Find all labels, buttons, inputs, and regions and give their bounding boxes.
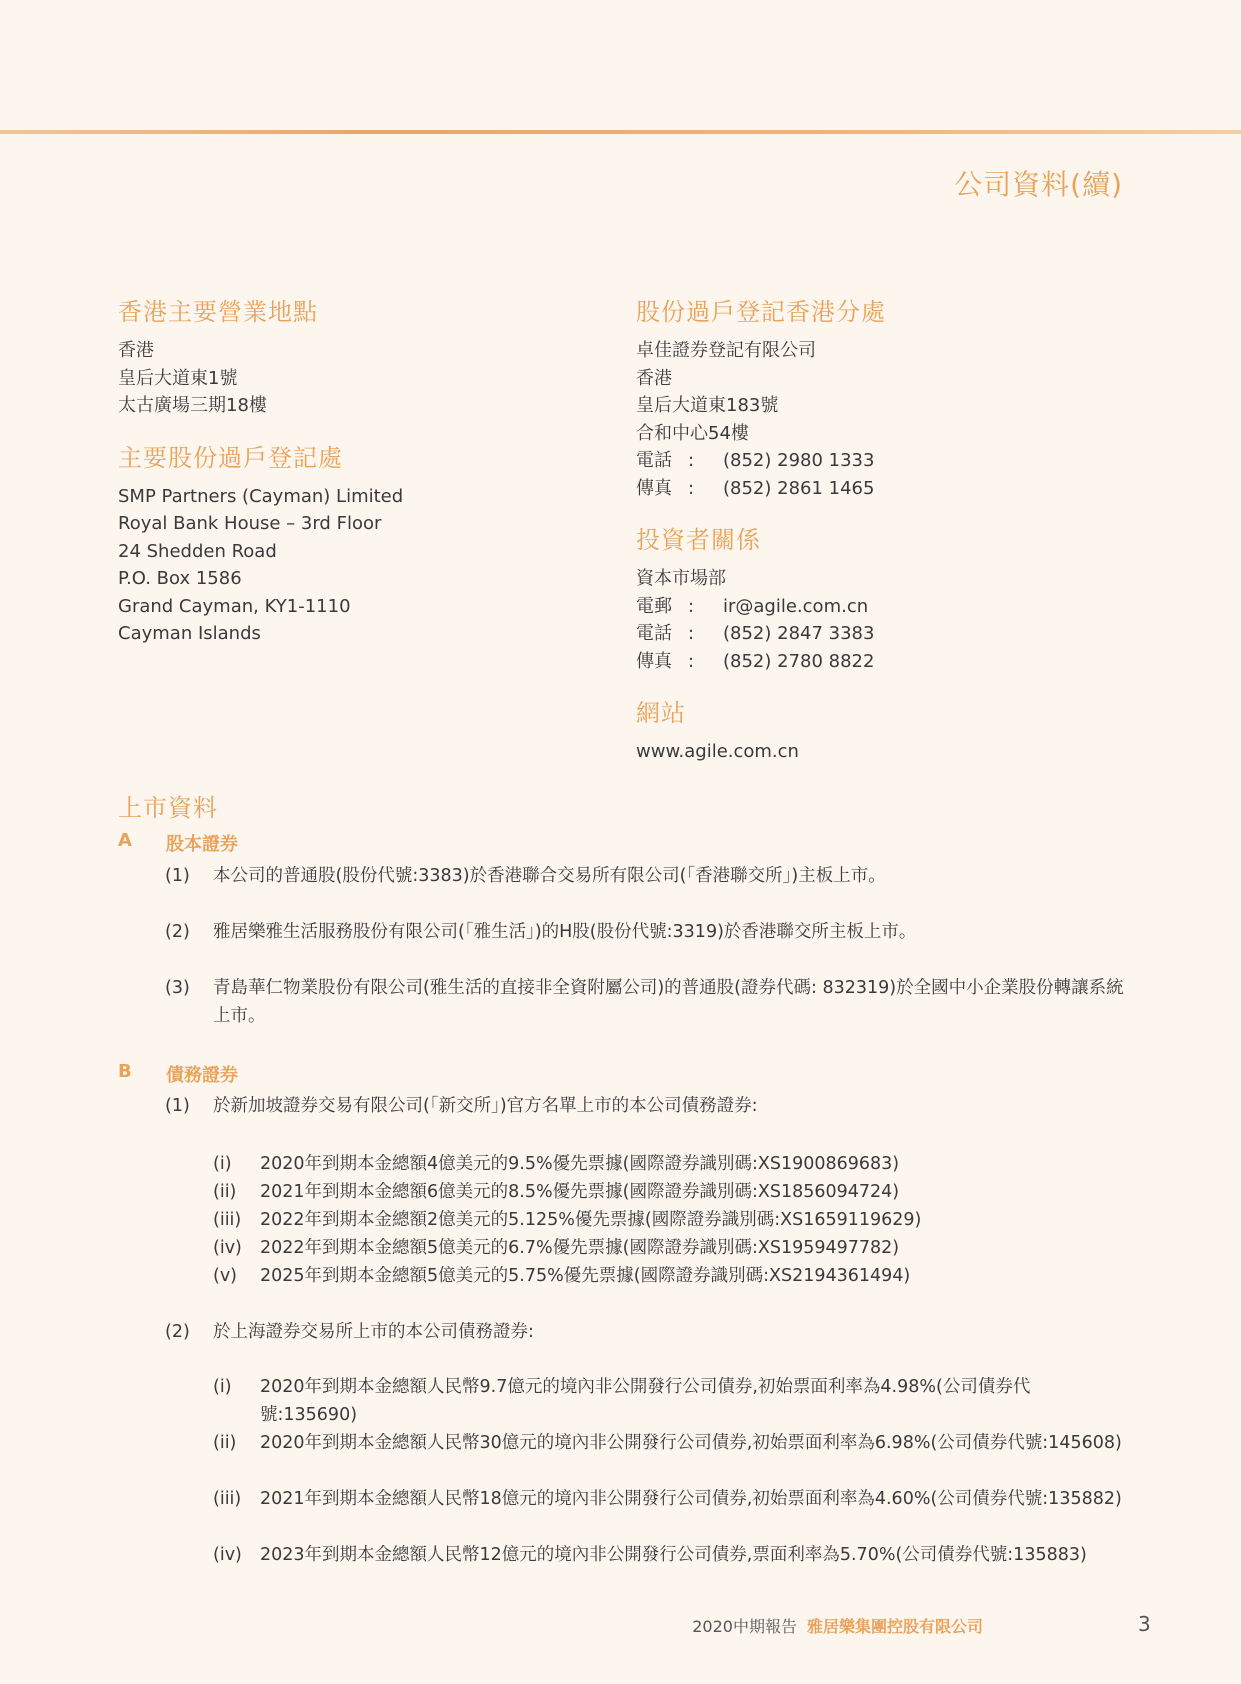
item-number: (i): [213, 1377, 232, 1397]
sub-list-item: [213, 1541, 1125, 1569]
colon: :: [688, 595, 695, 617]
address-line: 卓佳證券登記有限公司: [636, 340, 816, 361]
sub-list-item: [213, 1150, 1125, 1178]
item-text: 2022年到期本金總額2億美元的5.125%優先票據(國際證券識別碼:XS1659119629): [260, 1210, 922, 1230]
fax-label: 傳真: [636, 650, 672, 672]
registrar-fax: [636, 475, 1116, 503]
address-line: 皇后大道東1號: [118, 367, 238, 389]
sub-list-item: [213, 1262, 1125, 1290]
colon: :: [688, 623, 695, 644]
spacer: [636, 675, 1116, 693]
item-text: 2020年到期本金總額4億美元的9.5%優先票據(國際證券識別碼:XS1900869683): [260, 1154, 900, 1174]
website-heading: 網站: [636, 699, 686, 727]
section-title: 股本證券: [166, 834, 238, 855]
tel-value: (852) 2980 1333: [723, 450, 875, 471]
item-number: (ii): [213, 1433, 237, 1453]
address-line: 24 Shedden Road: [118, 540, 277, 562]
item-text: 2025年到期本金總額5億美元的5.75%優先票據(國際證券識別碼:XS2194361494): [260, 1266, 911, 1286]
item-text: 2021年到期本金總額6億美元的8.5%優先票據(國際證券識別碼:XS1856094724): [260, 1182, 900, 1202]
colon: :: [688, 477, 695, 499]
address-line: 皇后大道東183號: [636, 395, 779, 416]
email-label: 電郵: [636, 595, 672, 617]
ir-tel: [636, 620, 1116, 648]
item-text: 2023年到期本金總額人民幣12億元的境內非公開發行公司債券,票面利率為5.70%(公司債券代號:135883): [260, 1545, 1087, 1565]
tel-label: 電話: [636, 450, 672, 471]
fax-value: (852) 2780 8822: [723, 650, 875, 672]
colon: :: [688, 450, 695, 471]
address-line: 合和中心54樓: [636, 422, 749, 444]
address-line: Cayman Islands: [118, 623, 261, 644]
website-link[interactable]: www.agile.com.cn: [636, 741, 799, 762]
item-text: 雅居樂雅生活服務股份有限公司(「雅生活」)的H股(股份代號:3319)於香港聯交所主板上市。: [213, 922, 917, 942]
item-number: (2): [165, 1322, 190, 1342]
principal-place-heading: 香港主要營業地點: [118, 298, 318, 326]
sub-list-item: [213, 1234, 1125, 1262]
fax-label: 傳真: [636, 477, 672, 499]
tel-label: 電話: [636, 623, 672, 644]
company-name: 雅居樂集團控股有限公司: [806, 1617, 983, 1636]
header-rule: [0, 130, 1241, 134]
list-item: [165, 1318, 1125, 1346]
item-text: 2020年到期本金總額人民幣9.7億元的境內非公開發行公司債券,初始票面利率為4.98%(公司債券代號:135690): [260, 1377, 1031, 1425]
address-line: P.O. Box 1586: [118, 568, 242, 589]
address-line: 香港: [636, 367, 672, 389]
ir-fax: [636, 648, 1116, 676]
page-number: 3: [1138, 1612, 1151, 1636]
list-item: [165, 1092, 1125, 1120]
sub-list-item: [213, 1429, 1125, 1457]
item-number: (iii): [213, 1489, 242, 1509]
registrar-tel: [636, 447, 1116, 475]
item-number: (ii): [213, 1182, 237, 1202]
principal-registrar-heading: 主要股份過戶登記處: [118, 443, 343, 472]
fax-value: (852) 2861 1465: [723, 477, 875, 499]
item-text: 2021年到期本金總額人民幣18億元的境內非公開發行公司債券,初始票面利率為4.60%(公司債券代號:135882): [260, 1489, 1122, 1509]
address-line: SMP Partners (Cayman) Limited: [118, 485, 404, 507]
item-text: 2022年到期本金總額5億美元的6.7%優先票據(國際證券識別碼:XS1959497782): [260, 1238, 900, 1258]
list-item: [165, 918, 1125, 946]
report-name: 2020中期報告: [692, 1617, 797, 1636]
sub-list-item: [213, 1178, 1125, 1206]
tel-value: (852) 2847 3383: [723, 623, 875, 644]
item-number: (iv): [213, 1545, 242, 1565]
address-line: Royal Bank House – 3rd Floor: [118, 513, 382, 534]
address-line: 太古廣場三期18樓: [118, 395, 267, 416]
item-text: 於新加坡證券交易有限公司(「新交所」)官方名單上市的本公司債務證券:: [213, 1096, 758, 1116]
ir-dept: 資本市場部: [636, 568, 726, 589]
address-line: 香港: [118, 340, 154, 361]
section-title: 債務證券: [166, 1065, 238, 1086]
left-column: [118, 292, 598, 648]
item-number: (1): [165, 866, 190, 886]
section-letter: A: [118, 830, 132, 851]
item-number: (iii): [213, 1210, 242, 1230]
equity-securities-title: [118, 830, 238, 856]
footer: [692, 1614, 983, 1637]
email-value[interactable]: ir@agile.com.cn: [723, 595, 869, 617]
hk-registrar-heading: 股份過戶登記香港分處: [636, 298, 886, 326]
item-number: (iv): [213, 1238, 242, 1258]
list-item: [165, 862, 1125, 890]
item-text: 本公司的普通股(股份代號:3383)於香港聯合交易所有限公司(「香港聯交所」)主板上市。: [213, 866, 886, 886]
section-letter: B: [118, 1061, 132, 1082]
investor-relations-heading: 投資者關係: [636, 526, 761, 554]
sub-list-item: [213, 1206, 1125, 1234]
list-item: [165, 974, 1125, 1030]
item-text: 青島華仁物業股份有限公司(雅生活的直接非全資附屬公司)的普通股(證券代碼: 832319)於全國中小企業股份轉讓系統上市。: [213, 978, 1124, 1026]
spacer: [118, 420, 598, 438]
page-title: 公司資料(續): [954, 168, 1123, 201]
sub-list-item: [213, 1373, 1125, 1429]
ir-email: [636, 593, 1116, 621]
colon: :: [688, 650, 695, 672]
item-number: (2): [165, 922, 190, 942]
debt-securities-title: [118, 1061, 238, 1087]
address-line: Grand Cayman, KY1-1110: [118, 595, 351, 617]
item-text: 於上海證券交易所上市的本公司債務證券:: [213, 1322, 534, 1342]
sub-list-item: [213, 1485, 1125, 1513]
item-text: 2020年到期本金總額人民幣30億元的境內非公開發行公司債券,初始票面利率為6.98%(公司債券代號:145608): [260, 1433, 1122, 1453]
item-number: (3): [165, 978, 190, 998]
item-number: (i): [213, 1154, 232, 1174]
spacer: [636, 502, 1116, 520]
item-number: (v): [213, 1266, 238, 1286]
item-number: (1): [165, 1096, 190, 1116]
listing-heading: 上市資料: [118, 794, 218, 822]
right-column: [636, 292, 1116, 766]
